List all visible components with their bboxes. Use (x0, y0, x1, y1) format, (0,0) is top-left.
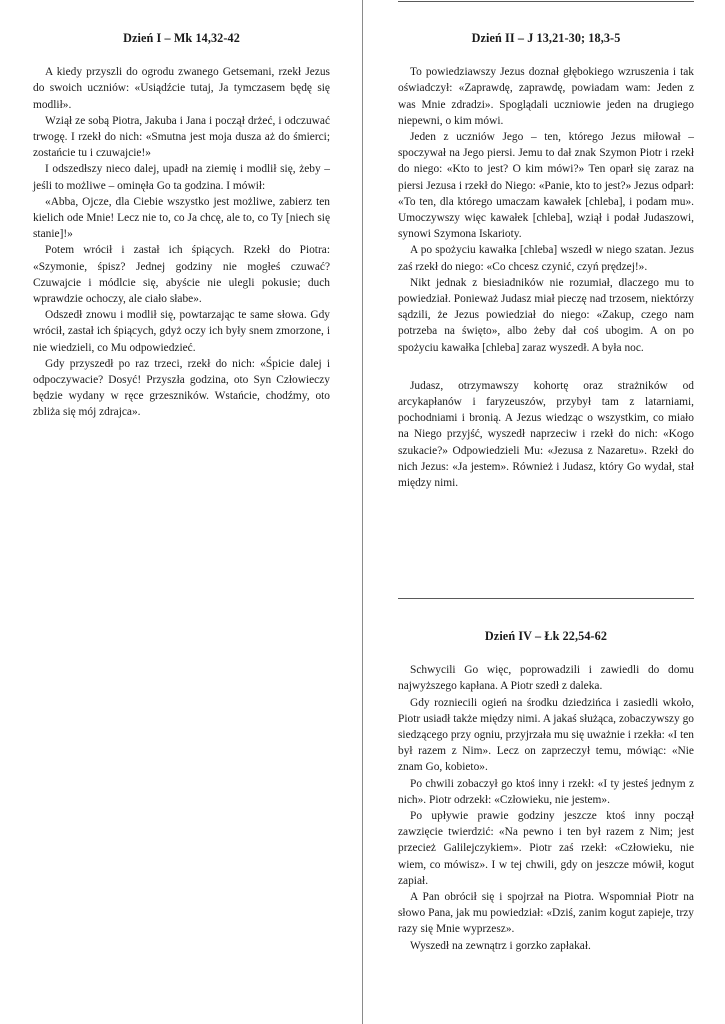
reading-day-1 (33, 30, 330, 421)
paragraph: Po chwili zobaczył go ktoś inny i rzekł: «I ty jesteś jednym z nich». Piotr odrzekł: «Człowieku, nie jestem». (398, 777, 694, 806)
paragraph: I odszedłszy nieco dalej, upadł na ziemię i modlił się, żeby – jeśli to możliwe – ominęła Go ta godzina. I mówił: (33, 163, 330, 192)
paragraph: Schwycili Go więc, poprowadzili i zawiedli do domu najwyższego kapłana. A Piotr szedł z daleka. (398, 664, 694, 693)
paragraph: A Pan obrócił się i spojrzał na Piotra. Wspomniał Piotr na słowo Pana, jak mu powiedział: «Dziś, zanim kogut zapieje, trzy razy się Mnie wyprzesz». (398, 891, 694, 936)
paragraph: Wziął ze sobą Piotra, Jakuba i Jana i począł drżeć, i odczuwać trwogę. I rzekł do nich: «Smutna jest moja dusza aż do śmierci; zostańcie tu i czuwajcie!» (33, 114, 330, 160)
paragraph: Po upływie prawie godziny jeszcze ktoś inny począł zawzięcie twierdzić: «Na pewno i ten był razem z Nim; jest przecież Galilejczykiem». Piotr zaś rzekł: «Człowieku, nie wiem, co mówisz». I w tej chwili, gdy on jeszcze mówił, kogut zapiał. (398, 810, 694, 887)
paragraph: A kiedy przyszli do ogrodu zwanego Getsemani, rzekł Jezus do swoich uczniów: «Usiądźcie tutaj, Ja tymczasem będę się modlił». (33, 66, 330, 111)
reading-day-4 (398, 628, 694, 954)
paragraph: To powiedziawszy Jezus doznał głębokiego wzruszenia i tak oświadczył: «Zaprawdę, zaprawdę, powiadam wam: Jeden z was Mnie zdradzi». Spoglądali uczniowie jeden na drugiego niepewni, o kim mówi. (398, 66, 694, 127)
paragraph: Gdy przyszedł po raz trzeci, rzekł do nich: «Śpicie dalej i odpoczywacie? Dosyć! Przyszła godzina, oto Syn Człowieczy będzie wydany w ręce grzeszników. Wstańcie, chodźmy, oto zbliża się mój zdrajca». (33, 357, 330, 419)
paragraph: Gdy rozniecili ogień na środku dziedzińca i zasiedli wkoło, Piotr usiadł także między nimi. A jakaś służąca, zobaczywszy go siedzącego przy ogniu, przyjrzała mu się uważnie i rzekła: «I ten był razem z Nim». Lecz on zaprzeczył temu, mówiąc: «Nie znam Go, kobieto». (398, 696, 694, 774)
paragraph: Wyszedł na zewnątrz i gorzko zapłakał. (410, 939, 591, 952)
paragraph: A po spożyciu kawałka [chleba] wszedł w niego szatan. Jezus zaś rzekł do niego: «Co chcesz czynić, czyń prędzej!». (398, 244, 694, 273)
paragraph: «Abba, Ojcze, dla Ciebie wszystko jest możliwe, zabierz ten kielich ode Mnie! Lecz nie to, co Ja chcę, ale to, co Ty [niech się stanie]!» (33, 195, 330, 241)
paragraph: Potem wrócił i zastał ich śpiących. Rzekł do Piotra: «Szymonie, śpisz? Jednej godziny nie mogłeś czuwać? Czuwajcie i módlcie się, abyście nie ulegli pokusie; duch wprawdzie ochoczy, ale ciało słabe». (33, 244, 330, 306)
paragraph: Judasz, otrzymawszy kohortę oraz strażników od arcykapłanów i faryzeuszów, przybył tam z latarniami, pochodniami i bronią. A Jezus wiedząc o wszystkim, co miało na Niego przyjść, wyszedł naprzeciw i rzekł do nich: «Kogo szukacie?» Odpowiedzieli Mu: «Jezusa z Nazaretu». Rzekł do nich Jezus: «Ja jestem». Również i Judasz, który Go wydał, stał między nimi. (398, 379, 694, 490)
paragraph: Jeden z uczniów Jego – ten, którego Jezus miłował – spoczywał na Jego piersi. Jemu to dał znak Szymon Piotr i rzekł do niego: «Kto to jest? O kim mówi?» Ten oparł się zaraz na piersi Jezusa i rzekł do Niego: «Panie, kto to jest?» Jezus odparł: «To ten, dla którego umaczam kawałek [chleba], i podam mu». Umoczywszy więc kawałek [chleba], wziął i podał Judaszowi, synowi Szymona Iskarioty. (398, 131, 694, 241)
reading-heading: Dzień IV – Łk 22,54-62 (484, 629, 608, 643)
reading-heading: Dzień I – Mk 14,32-42 (123, 31, 240, 45)
top-right-rule (398, 1, 694, 2)
reading-heading: Dzień II – J 13,21-30; 18,3-5 (471, 31, 621, 45)
paragraph: Nikt jednak z biesiadników nie rozumiał, dlaczego mu to powiedział. Ponieważ Judasz miał pieczę nad trzosem, niektórzy sądzili, że Jezus powiedział do niego: «Zakup, czego nam potrzeba na święto», albo żeby dał coś ubogim. A on po spożyciu kawałka [chleba] zaraz wyszedł. A była noc. (398, 276, 694, 354)
column-divider (362, 0, 363, 1024)
paragraph: Odszedł znowu i modlił się, powtarzając te same słowa. Gdy wrócił, zastał ich śpiących, gdyż oczy ich były snem zmorzone, i nie wiedzieli, co Mu odpowiedzieć. (33, 309, 330, 354)
reading-day-2 (398, 30, 694, 491)
section-divider-rule (398, 598, 694, 599)
